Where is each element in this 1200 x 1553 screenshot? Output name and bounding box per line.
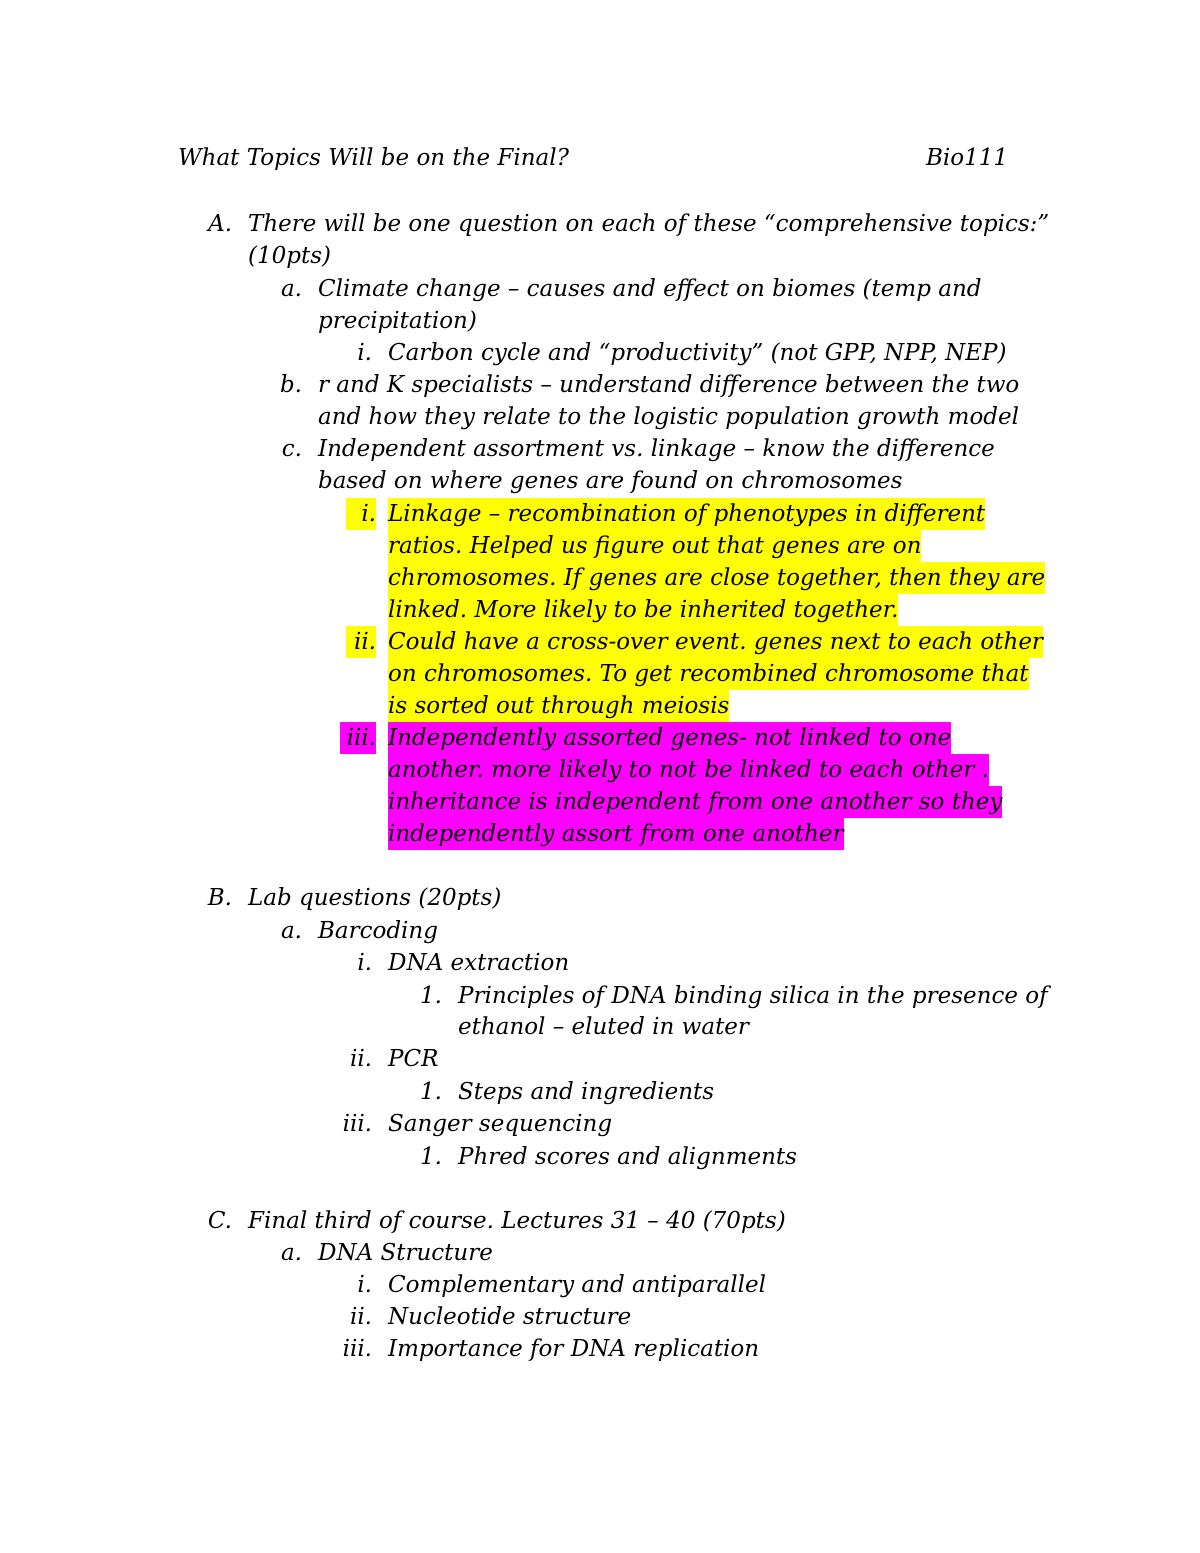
page-title: What Topics Will be on the Final? (178, 145, 569, 171)
highlight-linkage-line3: chromosomes. If genes are close together, then they are (388, 562, 1045, 594)
point-silica-binding-cont: ethanol – eluted in water (458, 1014, 749, 1040)
section-a-heading-cont: (10pts) (248, 243, 331, 269)
highlight-independent-line1: Independently assorted genes- not linked to one (388, 722, 951, 754)
subitem-carbon-cycle: Carbon cycle and “productivity” (not GPP, NPP, NEP) (388, 340, 1007, 366)
point-steps-ingredients: Steps and ingredients (458, 1079, 715, 1105)
subitem-dna-replication: Importance for DNA replication (388, 1336, 760, 1362)
highlight-crossover-line2: on chromosomes. To get recombined chromosome that (388, 658, 1029, 690)
item-b-marker: b. (279, 372, 302, 398)
section-a-marker: A. (208, 211, 232, 237)
item-climate-change-cont: precipitation) (318, 308, 477, 334)
subitem-sanger-marker: iii. (342, 1111, 372, 1137)
subitem-pcr-marker: ii. (349, 1046, 372, 1072)
item-a-marker: a. (280, 276, 302, 302)
point-silica-marker: 1. (420, 983, 442, 1009)
item-dna-structure: DNA Structure (318, 1240, 493, 1266)
highlight-marker-i: i. (346, 498, 376, 530)
subitem-dna-extraction-marker: i. (357, 950, 372, 976)
section-b-heading: Lab questions (20pts) (248, 885, 502, 911)
point-steps-marker: 1. (420, 1079, 442, 1105)
subitem-sanger-sequencing: Sanger sequencing (388, 1111, 613, 1137)
item-c-marker: c. (281, 436, 302, 462)
subitem-complementary-marker: i. (357, 1272, 372, 1298)
point-phred-marker: 1. (420, 1144, 442, 1170)
section-a-heading: There will be one question on each of these “comprehensive topics:” (248, 211, 1050, 237)
item-r-k-specialists-cont: and how they relate to the logistic population growth model (318, 404, 1019, 430)
highlight-independent-line4: independently assort from one another (388, 818, 844, 850)
subitem-replication-marker: iii. (342, 1336, 372, 1362)
point-phred-scores: Phred scores and alignments (458, 1144, 797, 1170)
subitem-nucleotide-structure: Nucleotide structure (388, 1304, 632, 1330)
item-dna-structure-marker: a. (280, 1240, 302, 1266)
highlight-marker-ii: ii. (346, 626, 376, 658)
point-silica-binding: Principles of DNA binding silica in the presence of (458, 983, 1048, 1009)
section-b-marker: B. (207, 885, 232, 911)
item-barcoding: Barcoding (318, 918, 438, 944)
subitem-nucleotide-marker: ii. (349, 1304, 372, 1330)
subitem-complementary: Complementary and antiparallel (388, 1272, 766, 1298)
item-climate-change: Climate change – causes and effect on biomes (temp and (318, 276, 982, 302)
highlight-linkage-line2: ratios. Helped us figure out that genes are on (388, 530, 921, 562)
page-header (178, 142, 1008, 174)
subitem-marker: i. (357, 340, 372, 366)
highlight-linkage-line1: Linkage – recombination of phenotypes in different (388, 498, 985, 530)
section-c-marker: C. (207, 1208, 232, 1234)
item-barcoding-marker: a. (280, 918, 302, 944)
highlight-independent-line3: inheritance is independent from one another so they (388, 786, 1002, 818)
highlight-marker-iii: iii. (340, 722, 376, 754)
subitem-dna-extraction: DNA extraction (388, 950, 570, 976)
highlight-independent-line2: another. more likely to not be linked to each other . (388, 754, 989, 786)
course-code: Bio111 (925, 145, 1008, 171)
highlight-crossover-line3: is sorted out through meiosis (388, 690, 729, 722)
highlight-linkage-line4: linked. More likely to be inherited together. (388, 594, 898, 626)
item-independent-assortment-cont: based on where genes are found on chromosomes (318, 468, 903, 494)
item-independent-assortment: Independent assortment vs. linkage – know the difference (318, 436, 995, 462)
highlight-crossover-line1: Could have a cross-over event. genes next to each other (388, 626, 1043, 658)
section-c-heading: Final third of course. Lectures 31 – 40 (70pts) (248, 1208, 786, 1234)
item-r-k-specialists: r and K specialists – understand difference between the two (318, 372, 1020, 398)
subitem-pcr: PCR (388, 1046, 439, 1072)
